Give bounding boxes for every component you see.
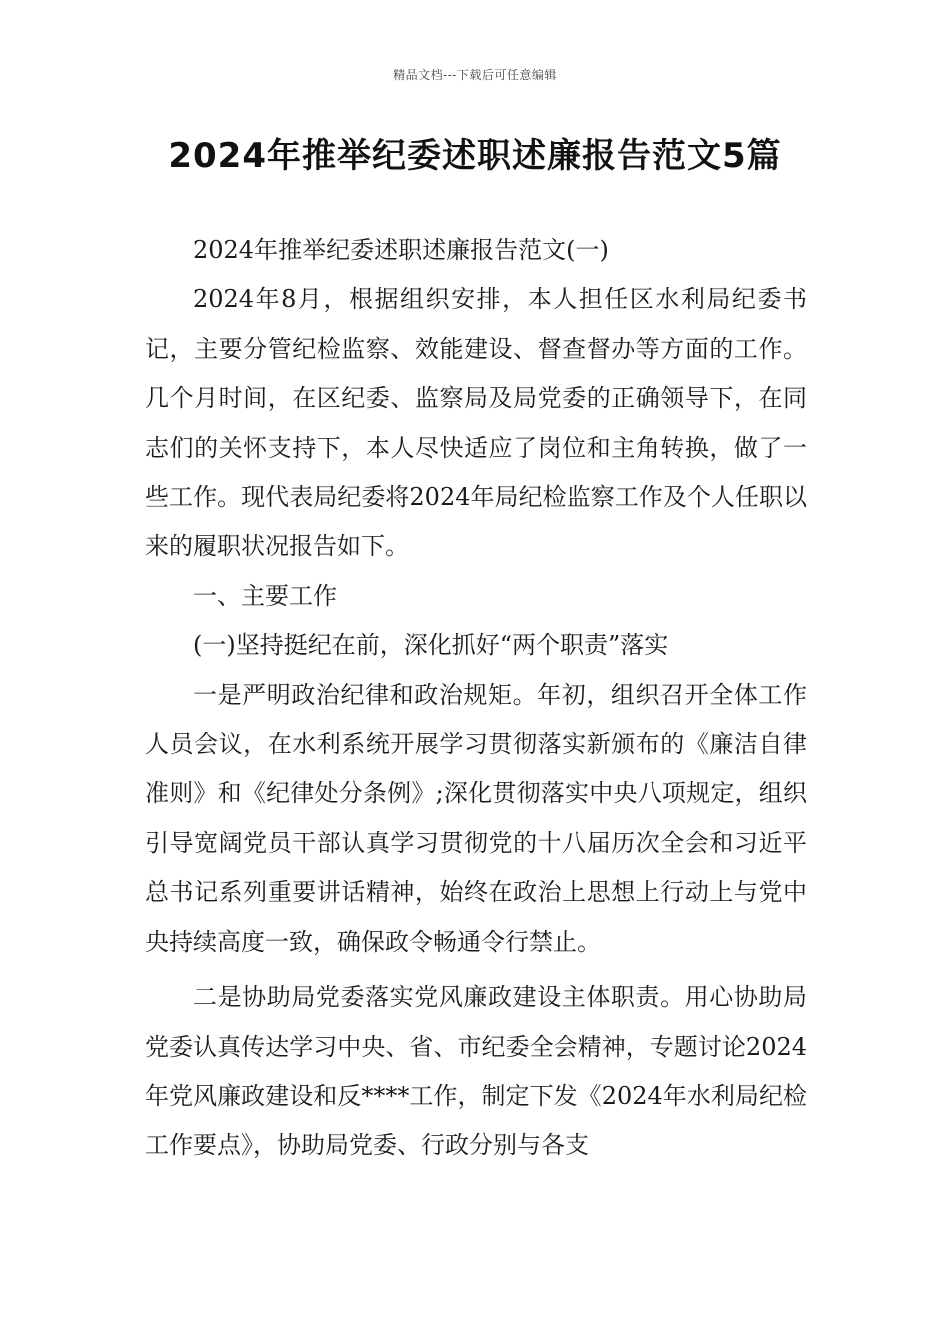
section-heading: 2024年推举纪委述职述廉报告范文(一) [193,236,609,264]
document-body [145,226,807,1171]
header-note: 精品文档---下载后可任意编辑 [393,68,557,82]
subsection-heading: (一)坚持挺纪在前，深化抓好“两个职责”落实 [193,631,669,660]
paragraph: 2024年8月，根据组织安排，本人担任区水利局纪委书记，主要分管纪检监察、效能建设、督查督办等方面的工作。几个月时间，在区纪委、监察局及局党委的正确领导下，在同志们的关怀支持下，本人尽快适应了岗位和主角转换，做了一些工作。现代表局纪委将2024年局纪检监察工作及个人任职以来的履职状况报告如下。 [145,285,807,561]
document-title: 2024年推举纪委述职述廉报告范文5篇 [168,136,782,176]
paragraph: 二是协助局党委落实党风廉政建设主体职责。用心协助局党委认真传达学习中央、省、市纪委全会精神，专题讨论2024年党风廉政建设和反****工作，制定下发《2024年水利局纪检工作要点》，协助局党委、行政分别与各支 [145,983,807,1160]
section-heading: 一、主要工作 [193,581,337,610]
paragraph: 一是严明政治纪律和政治规矩。年初，组织召开全体工作人员会议，在水利系统开展学习贯彻落实新颁布的《廉洁自律准则》和《纪律处分条例》;深化贯彻落实中央八项规定，组织引导宽阔党员干部认真学习贯彻党的十八届历次全会和习近平总书记系列重要讲话精神，始终在政治上思想上行动上与党中央持续高度一致，确保政令畅通令行禁止。 [145,680,807,956]
